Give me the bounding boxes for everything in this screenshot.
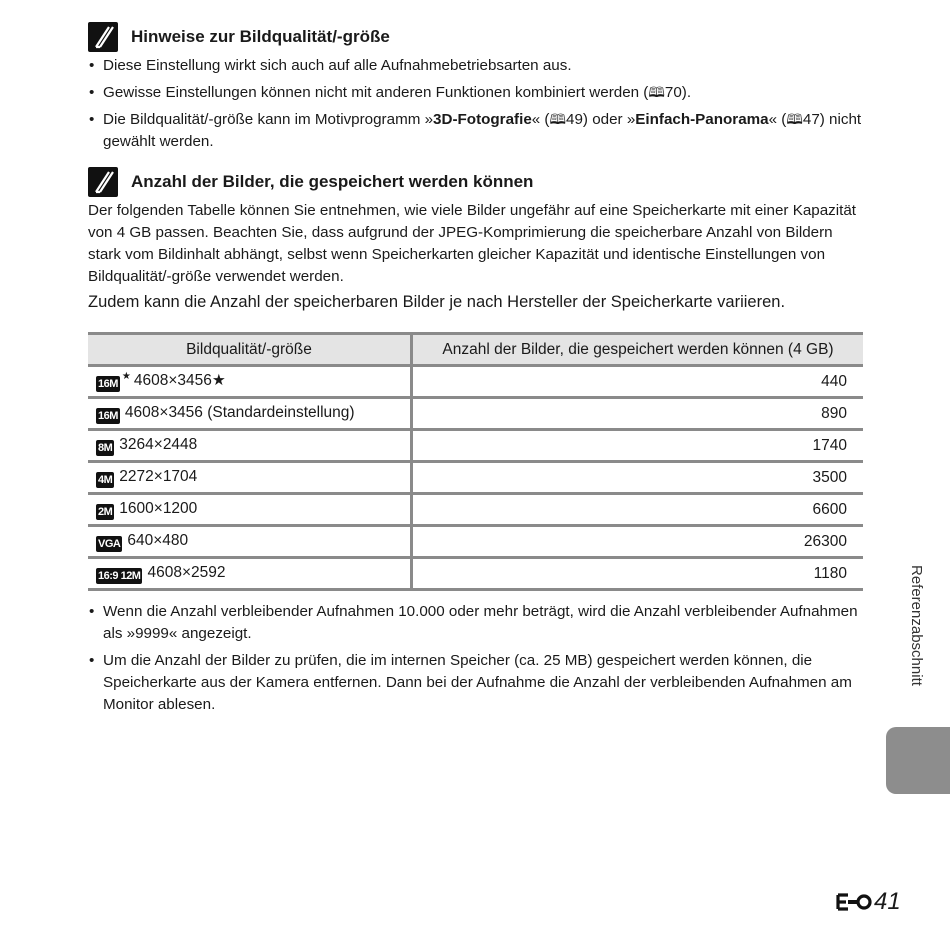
list-item: • Wenn die Anzahl verbleibender Aufnahmen 10.000 oder mehr beträgt, wird die Anzahl verbleibender Aufnahmen als »9999« angezeigt. — [88, 601, 868, 645]
storage-table — [88, 332, 863, 591]
table-row — [88, 398, 863, 430]
pencil-note-icon — [88, 22, 118, 52]
table-row — [88, 526, 863, 558]
page-number: 41 — [836, 888, 901, 916]
quality-label: 4608×3456★ — [133, 372, 226, 389]
table-cell-count: 6600 — [412, 494, 864, 526]
table-cell-quality — [88, 494, 412, 526]
note-header-1 — [88, 22, 390, 52]
book-reference-icon: 🕮 — [786, 112, 803, 128]
bold-term: 3D-Fotografie — [433, 111, 532, 128]
page-link[interactable]: 70 — [664, 84, 682, 101]
list-item: • Gewisse Einstellungen können nicht mit anderen Funktionen kombiniert werden (🕮70). — [88, 82, 863, 104]
table-cell-count: 3500 — [412, 462, 864, 494]
page-link[interactable]: 49 — [566, 111, 583, 128]
bold-term: Einfach-Panorama — [635, 111, 769, 128]
page-link[interactable]: 47 — [802, 111, 820, 128]
table-row — [88, 558, 863, 590]
quality-label: 1600×1200 — [119, 499, 198, 517]
section-tab — [886, 727, 950, 794]
table-cell-count: 26300 — [412, 526, 864, 558]
image-size-icon: 16:9 12M — [98, 569, 141, 582]
table-cell-quality — [88, 558, 412, 590]
image-size-icon: 16M — [98, 378, 118, 390]
table-cell-quality — [88, 398, 412, 430]
table-row — [88, 462, 863, 494]
book-reference-icon: 🕮 — [549, 112, 567, 128]
table-cell-count: 440 — [412, 366, 864, 398]
quality-label: 640×480 — [127, 531, 189, 549]
table-cell-quality — [88, 526, 412, 558]
bullet-list-1 — [88, 55, 863, 158]
intro-paragraph: Der folgenden Tabelle können Sie entnehmen, wie viele Bilder ungefähr auf eine Speicherkarte mit einer Kapazität von 4 GB passen. Beachten Sie, dass aufgrund der JPEG-Komprimierung die speicherbare Anzahl von Bildern stark vom Bildinhalt abhängt, selbst wenn Speicherkarten gleicher Kapazität und identische Einstellungen von Bildqualität/-größe verwendet werden. — [88, 202, 857, 285]
star-icon: ★ — [121, 371, 131, 382]
book-reference-icon: 🕮 — [648, 85, 665, 101]
table-header-row — [88, 334, 863, 366]
reference-e-icon — [836, 892, 872, 912]
image-size-icon: VGA — [98, 537, 121, 550]
table-cell-count: 1740 — [412, 430, 864, 462]
table-cell-count: 1180 — [412, 558, 864, 590]
table-row — [88, 494, 863, 526]
section-side-label: Referenzabschnitt — [908, 565, 925, 686]
pencil-note-icon — [88, 167, 118, 197]
note-title-2: Anzahl der Bilder, die gespeichert werden können — [131, 172, 534, 191]
column-header: Bildqualität/-größe — [88, 334, 412, 366]
table-row — [88, 430, 863, 462]
image-size-icon: 8M — [98, 441, 113, 454]
note-header-2 — [88, 167, 533, 197]
note-title-1: Hinweise zur Bildqualität/-größe — [131, 27, 390, 46]
list-item: • Diese Einstellung wirkt sich auch auf alle Aufnahmebetriebsarten aus. — [88, 55, 863, 77]
column-header: Anzahl der Bilder, die gespeichert werden können (4 GB) — [412, 334, 864, 366]
image-size-icon: 4M — [98, 473, 113, 486]
intro-paragraph-2: Zudem kann die Anzahl der speicherbaren Bilder je nach Hersteller der Speicherkarte variieren. — [88, 293, 786, 311]
table-cell-quality — [88, 462, 412, 494]
list-item: • Um die Anzahl der Bilder zu prüfen, die im internen Speicher (ca. 25 MB) gespeichert werden können, die Speicherkarte aus der Kamera entfernen. Dann bei der Aufnahme die Anzahl der verbleibenden Aufnahmen am Monitor ablesen. — [88, 650, 868, 716]
image-size-icon: 2M — [98, 505, 113, 518]
bullet-list-2 — [88, 601, 868, 721]
image-size-icon: 16M — [98, 409, 118, 422]
table-cell-quality — [88, 366, 412, 398]
quality-label: 2272×1704 — [119, 467, 198, 485]
table-cell-quality — [88, 430, 412, 462]
list-item: • Die Bildqualität/-größe kann im Motivprogramm »3D-Fotografie« (🕮49) oder »Einfach-Panorama« (🕮47) nicht gewählt werden. — [88, 109, 863, 153]
table-row — [88, 366, 863, 398]
quality-label: 3264×2448 — [119, 435, 198, 453]
quality-label: 4608×3456 (Standardeinstellung) — [124, 403, 355, 421]
quality-label: 4608×2592 — [147, 563, 226, 581]
table-cell-count: 890 — [412, 398, 864, 430]
